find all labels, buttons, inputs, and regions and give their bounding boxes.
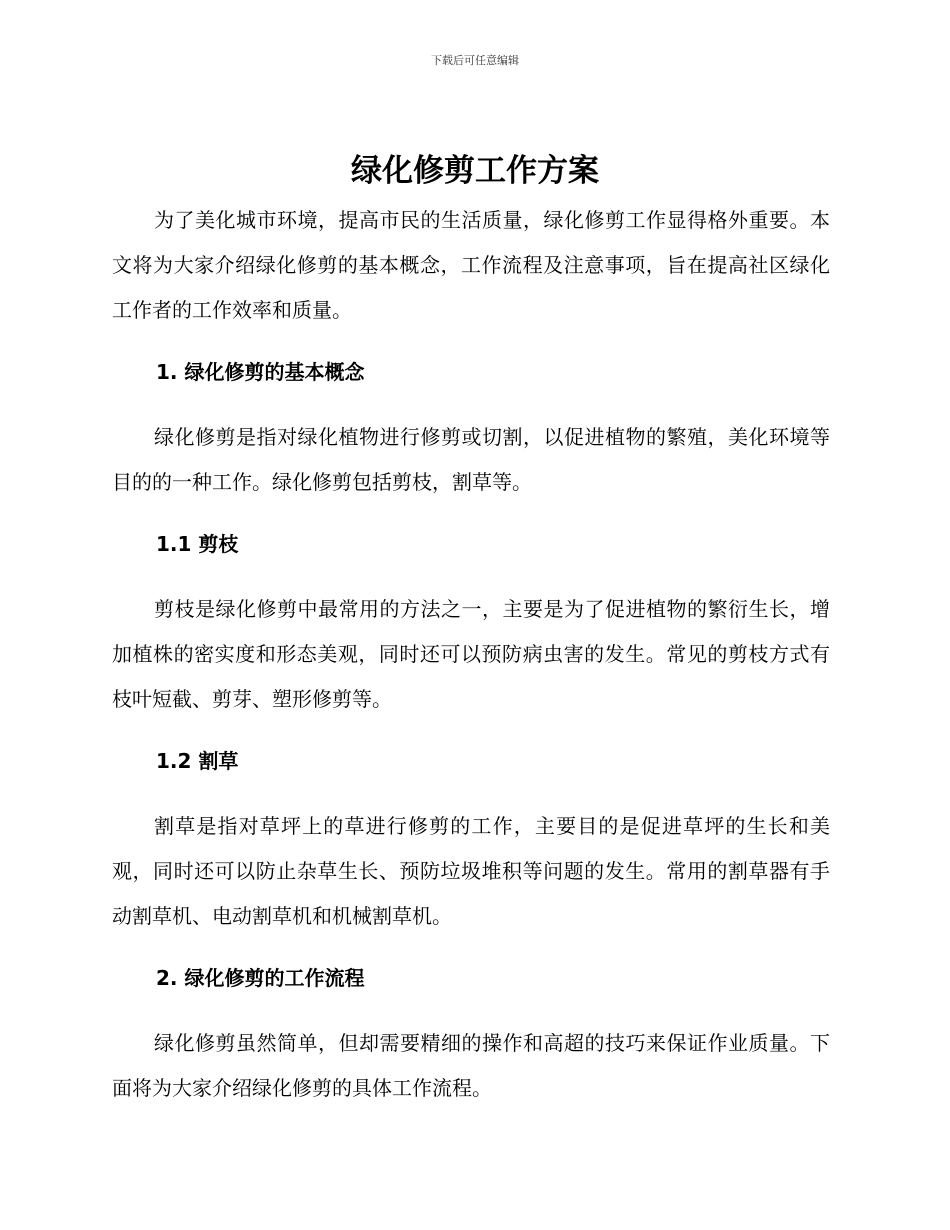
section-1-2-heading: 1.2 割草 — [156, 749, 239, 773]
section-2-heading: 2. 绿化修剪的工作流程 — [156, 966, 365, 990]
section-1-1-paragraph: 剪枝是绿化修剪中最常用的方法之一，主要是为了促进植物的繁衍生长，增加植株的密实度和形态美观，同时还可以预防病虫害的发生。常见的剪枝方式有枝叶短截、剪芽、塑形修剪等。 — [112, 597, 830, 711]
page-header-note: 下载后可任意编辑 — [431, 54, 519, 67]
section-1-2-paragraph: 割草是指对草坪上的草进行修剪的工作，主要目的是促进草坪的生长和美观，同时还可以防止杂草生长、预防垃圾堆积等问题的发生。常用的割草器有手动割草机、电动割草机和机械割草机。 — [112, 814, 830, 928]
document-title: 绿化修剪工作方案 — [351, 153, 599, 189]
section-2-paragraph: 绿化修剪虽然简单，但却需要精细的操作和高超的技巧来保证作业质量。下面将为大家介绍绿化修剪的具体工作流程。 — [112, 1031, 830, 1100]
intro-paragraph: 为了美化城市环境，提高市民的生活质量，绿化修剪工作显得格外重要。本文将为大家介绍绿化修剪的基本概念，工作流程及注意事项，旨在提高社区绿化工作者的工作效率和质量。 — [112, 208, 830, 322]
section-1-paragraph: 绿化修剪是指对绿化植物进行修剪或切割，以促进植物的繁殖，美化环境等目的的一种工作。绿化修剪包括剪枝，割草等。 — [112, 425, 830, 494]
section-1-1-heading: 1.1 剪枝 — [156, 532, 239, 556]
document-body — [112, 198, 830, 1111]
section-1-heading: 1. 绿化修剪的基本概念 — [156, 360, 365, 384]
